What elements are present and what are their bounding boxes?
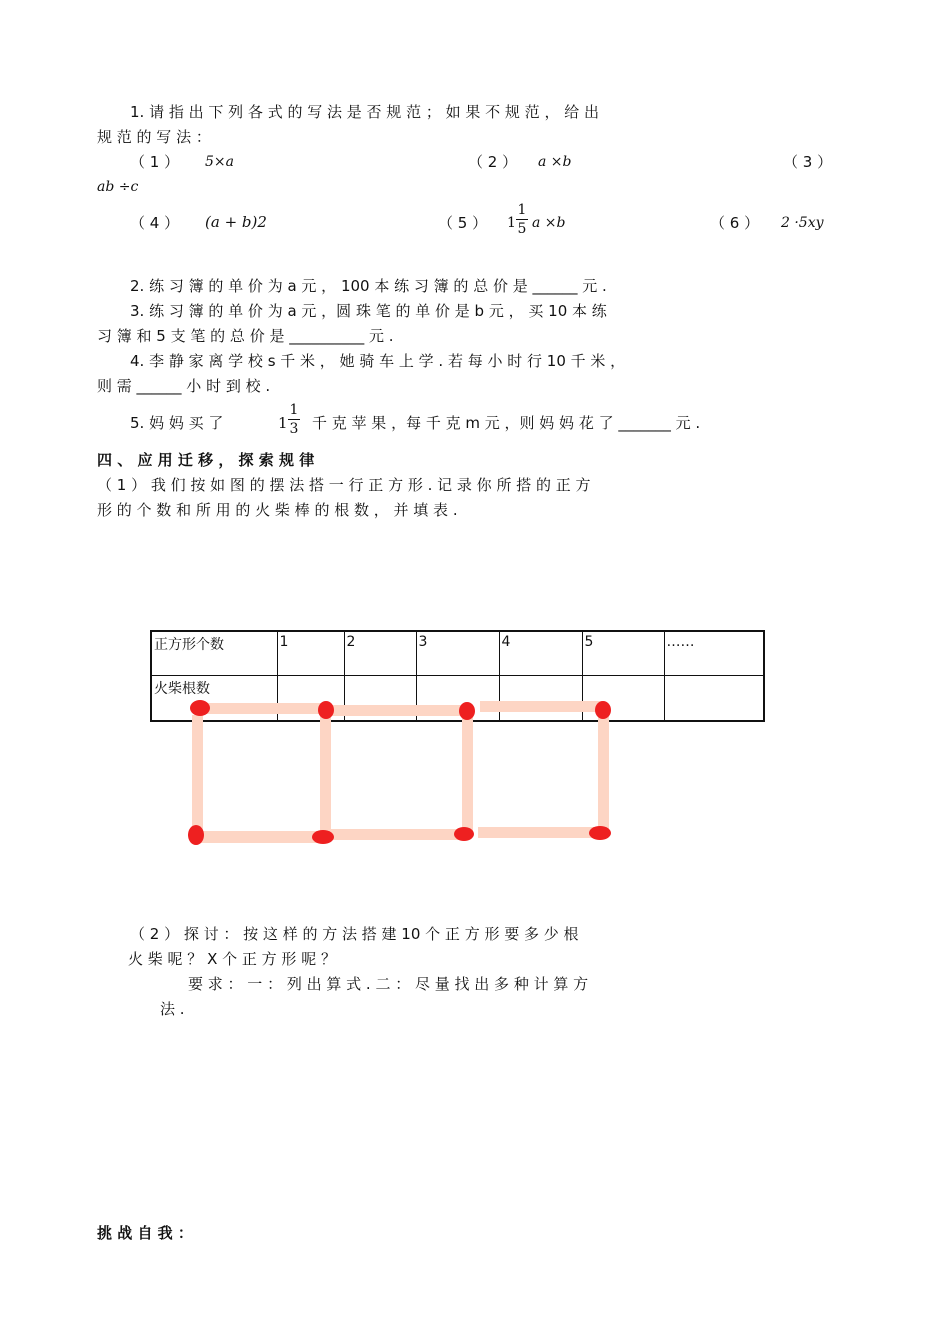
q5-numerator: 1 <box>289 402 299 418</box>
table-cell: 1 <box>277 631 344 675</box>
q1-item6-expr: 2 ·5xy <box>781 215 824 231</box>
match-heads <box>188 700 611 845</box>
match-head <box>312 830 334 844</box>
fraction-bar <box>288 419 300 420</box>
q5-denominator: 3 <box>289 421 299 437</box>
part2-line3: 要 求 ： 一 ： 列 出 算 式 . 二 ： 尽 量 找 出 多 种 计 算 方 <box>188 975 589 993</box>
match-stick <box>320 715 331 833</box>
q1-item3-label: （ 3 ） <box>783 153 833 171</box>
table-cell: 3 <box>416 631 499 675</box>
part2-line1: （ 2 ） 探 讨 ： 按 这 样 的 方 法 搭 建 10 个 正 方 形 要 多 少 根 <box>130 925 579 943</box>
match-stick <box>598 715 609 829</box>
q1-item1-expr: 5×a <box>205 154 234 170</box>
q4-line1: 4. 李 静 家 离 学 校 s 千 米 ， 她 骑 车 上 学 . 若 每 小 时 行 10 千 米 ， <box>130 352 626 370</box>
match-stick <box>192 715 203 835</box>
match-stick <box>328 705 468 716</box>
table-cell[interactable] <box>664 675 764 721</box>
match-head <box>190 700 210 716</box>
q1-item5-fraction <box>516 202 528 237</box>
q1-item5-whole: 1 <box>507 215 516 231</box>
fraction-bar <box>516 219 528 220</box>
table-cell: 2 <box>344 631 416 675</box>
match-head <box>454 827 474 841</box>
table-header-cell: 正方形个数 <box>151 631 277 675</box>
table-cell: 5 <box>582 631 664 675</box>
part1-line1: （ 1 ） 我 们 按 如 图 的 摆 法 搭 一 行 正 方 形 . 记 录 你 所 搭 的 正 方 <box>97 476 591 494</box>
part1-line2: 形 的 个 数 和 所 用 的 火 柴 棒 的 根 数 ， 并 填 表 . <box>97 501 458 519</box>
q1-item2-label: （ 2 ） <box>468 153 518 171</box>
match-stick <box>462 715 473 831</box>
match-head <box>459 702 475 720</box>
match-stick <box>198 831 323 843</box>
q1-item5-denominator: 5 <box>517 221 527 237</box>
part2-line4: 法 . <box>160 1000 185 1018</box>
table-cell: 4 <box>499 631 582 675</box>
table-cell: …… <box>664 631 764 675</box>
match-stick <box>200 703 325 714</box>
q1-intro-line1: 1. 请 指 出 下 列 各 式 的 写 法 是 否 规 范 ； 如 果 不 规 范 ， 给 出 <box>130 103 599 121</box>
match-bodies <box>192 701 609 843</box>
q1-item5-label: （ 5 ） <box>438 214 488 232</box>
q3-line2: 习 簿 和 5 支 笔 的 总 价 是 __________ 元 . <box>97 327 394 345</box>
match-stick <box>480 701 602 712</box>
table-header-cell: 火柴根数 <box>151 675 277 721</box>
q5-whole: 1 <box>278 414 288 432</box>
q1-item6-label: （ 6 ） <box>710 214 760 232</box>
q5-fraction <box>288 402 300 437</box>
section4-title: 四 、 应 用 迁 移 ， 探 索 规 律 <box>97 451 315 469</box>
q5-prefix: 5. 妈 妈 买 了 <box>130 414 224 432</box>
table-row <box>151 631 764 675</box>
match-stick <box>330 829 464 840</box>
match-stick <box>478 827 600 838</box>
q1-item5-expr: a ×b <box>532 215 566 231</box>
q1-item4-expr: (a + b)2 <box>205 213 267 231</box>
match-head <box>595 701 611 719</box>
q1-item5-numerator: 1 <box>517 202 527 218</box>
q1-item2-expr: a ×b <box>538 154 572 170</box>
q4-line2: 则 需 ______ 小 时 到 校 . <box>97 377 271 395</box>
match-head <box>188 825 204 845</box>
q2-text: 2. 练 习 簿 的 单 价 为 a 元 ， 100 本 练 习 簿 的 总 价 是 ______ 元 . <box>130 277 607 295</box>
q1-item1-label: （ 1 ） <box>130 153 180 171</box>
match-head <box>318 701 334 719</box>
matchstick-figure <box>180 695 630 865</box>
q3-line1: 3. 练 习 簿 的 单 价 为 a 元 ，圆 珠 笔 的 单 价 是 b 元 ， 买 10 本 练 <box>130 302 607 320</box>
match-head <box>589 826 611 840</box>
q1-intro-line2: 规 范 的 写 法 ： <box>97 128 211 146</box>
q5-suffix: 千 克 苹 果 ，每 千 克 m 元 ，则 妈 妈 花 了 _______ 元 . <box>312 414 701 432</box>
q1-item4-label: （ 4 ） <box>130 214 180 232</box>
part2-line2: 火 柴 呢 ？ X 个 正 方 形 呢 ？ <box>128 950 336 968</box>
q1-item3-expr: ab ÷c <box>97 179 139 195</box>
challenge-heading: 挑 战 自 我 ： <box>97 1224 193 1242</box>
